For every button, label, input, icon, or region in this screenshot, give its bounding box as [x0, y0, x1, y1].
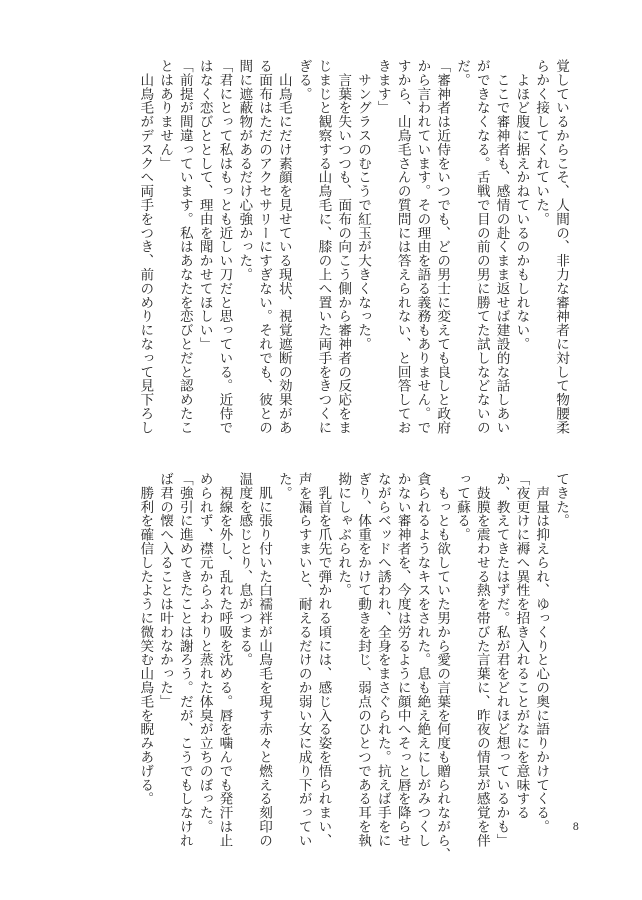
text-block-bottom [134, 472, 570, 862]
text-column: ながらベッドへ誘われ、全身をまさぐられた。抗えば手をに [374, 472, 391, 848]
text-column: らかく接してくれていた。 [533, 59, 550, 226]
text-column: サングラスのむこうで紅玉が大きくなった。 [355, 59, 372, 351]
text-column: 乳首を爪先で弾かれる頃には、感じ入る姿を悟られまい、 [315, 472, 332, 848]
text-column: 視線を外し、乱れた呼吸を沈める。唇を噛んでも発汗は止 [216, 472, 233, 848]
text-column: 声を漏らすまいと、耐えるだけのか弱い女に成り下がってい [295, 472, 312, 848]
text-column: か、教えてきたはずだ。私が君をどれほど想っているかも」 [493, 472, 510, 848]
text-column: だ。 [454, 59, 471, 87]
text-column: 「君にとって私はもっとも近しい刀だと思っている。近侍で [216, 59, 233, 435]
text-column: って蘇る。 [454, 472, 471, 542]
text-column: すから、山鳥毛さんの質問には答えられない、と回答してお [394, 59, 411, 435]
text-column: かない審神者を、今度は労るように顔中へそっと唇を降らせ [394, 472, 411, 848]
text-column: 言葉を失いつつも、面布の向こう側から審神者の反応をま [335, 59, 352, 435]
text-column: ぎる。 [295, 59, 312, 101]
text-column: ができなくなる。舌戦で目の前の男に勝てた試しなどないの [473, 59, 490, 435]
text-column: められず、襟元からふわりと蒸れた体臭が立ちのぼった。 [196, 472, 213, 834]
text-column: 「審神者は近侍をいつでも、どの男士に変えても良しと政府 [434, 59, 451, 435]
text-column: よほど腹に据えかねているのかもしれない。 [513, 59, 530, 351]
text-column: てきた。 [553, 472, 569, 528]
page-number: 8 [572, 822, 579, 833]
text-column: 山鳥毛にだけ素顔を見せている現状、視覚遮断の効果があ [275, 59, 292, 435]
text-column: 「前提が間違っています。私はあなたを恋びとだと認めたこ [176, 59, 193, 435]
text-column: 「夜更けに褥へ異性を招き入れることがなにを意味する [513, 472, 530, 820]
text-block-top [134, 59, 570, 435]
text-column: きます」 [374, 59, 391, 115]
text-column: る面布はただのアクセサリーにすぎない。それでも、彼との [256, 59, 273, 435]
text-column: ここで審神者も、感情の赴くまま返せば建設的な話しあい [493, 59, 510, 435]
text-column: 間に遮蔽物があるだけ心強かった。 [236, 59, 253, 282]
text-column: はなく恋びととして、理由を聞かせてほしい」 [196, 59, 213, 351]
text-column: 拗にしゃぶられた。 [335, 472, 352, 598]
text-column: 肌に張り付いた白襦袢が山鳥毛を現す赤々と燃える刻印の [256, 472, 273, 848]
text-column: とはありません」 [157, 59, 174, 171]
text-column: た。 [275, 472, 292, 500]
text-column: 声量は抑えられ、ゆっくりと心の奥に語りかけてくる。 [533, 472, 550, 834]
text-column: ぎり、体重をかけて動きを封じ、弱点のひとつである耳を執 [355, 472, 372, 848]
text-column: 勝利を確信したように微笑む山鳥毛を睨みあげる。 [137, 472, 154, 806]
text-column: 貪られるようなキスをされた。息も絶え絶えにしがみつくし [414, 472, 431, 848]
text-column: 山鳥毛がデスクへ両手をつき、前のめりになって見下ろし [137, 59, 154, 435]
text-column: もっとも欲していた男から愛の言葉を何度も贈られながら、 [434, 472, 451, 862]
text-column: ば君の懐へ入ることは叶わなかった」 [157, 472, 174, 709]
text-column: 温度を感じとり、息がつまる。 [236, 472, 253, 667]
text-column: から言われています。その理由を語る義務もありません。で [414, 59, 431, 435]
text-column: 「強引に進めてきたことは謝ろう。だが、こうでもしなけれ [176, 472, 193, 848]
text-column: 鼓膜を震わせる熱を帯びた言葉に、昨夜の情景が感覚を伴 [473, 472, 490, 848]
text-column: 覚しているからこそ、人間の、非力な審神者に対して物腰柔 [553, 59, 569, 435]
text-column: じまじと観察する山鳥毛に、膝の上へ置いた両手をきつくに [315, 59, 332, 435]
